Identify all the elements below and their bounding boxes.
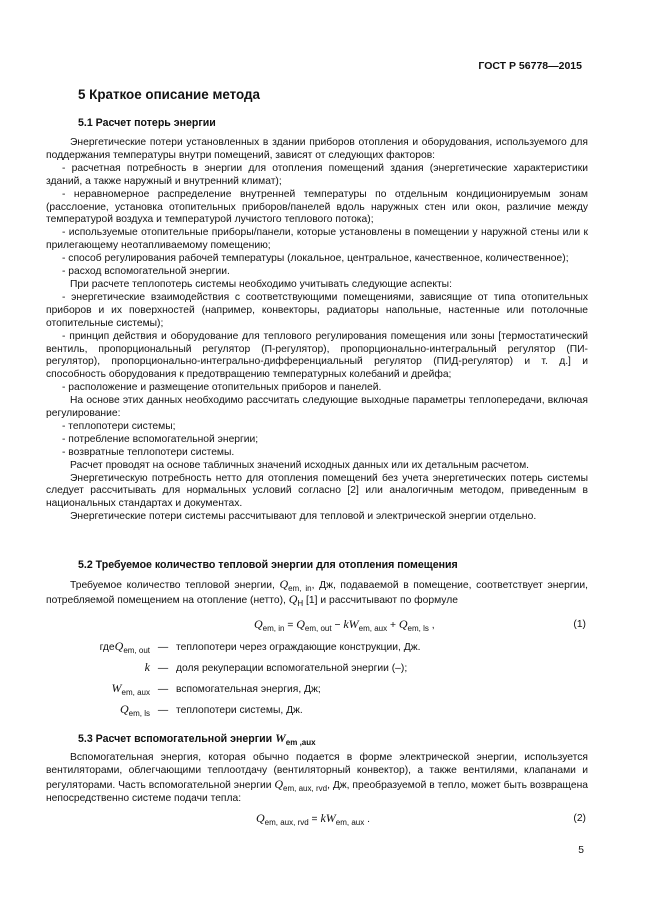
list-item: - расход вспомогательной энергии. — [62, 266, 230, 278]
equation-1-number: (1) — [573, 619, 586, 630]
subsection-5-1-title: 5.1 Расчет потерь энергии — [78, 117, 216, 129]
paragraph: Энергетические потери установленных в здании приборов отопления и оборудования, используемого для поддержания температуры внутри помещений, зависят от следующих факторов: — [46, 137, 588, 161]
equation-2-number: (2) — [573, 813, 586, 824]
equation-1: $Q_{em, in} = Q_{em, out} - kW_{em, aux} + Q_{em, ls}$ , — [254, 617, 435, 633]
section-5-title: 5 Краткое описание метода — [78, 87, 260, 102]
section-5-3-body — [46, 752, 588, 806]
where-row: гдеQ$_{em, out}$ — теплопотери через ограждающие конструкции, Дж. — [99, 639, 421, 655]
paragraph: Расчет проводят на основе табличных значений исходных данных или их детальным расчетом. — [70, 459, 530, 471]
list-item: - неравномерное распределение внутренней температуры по отдельным кондиционируемым зонам (расслоение, установка отопительных приборов/панелей вдоль наружных стен или окон, различие между температурой воздуха и температурой лучистого теплового потока); — [46, 188, 588, 226]
subsection-5-2-title: 5.2 Требуемое количество тепловой энергии для отопления помещения — [78, 559, 458, 571]
where-list — [46, 640, 586, 724]
list-item: - энергетические взаимодействия с соответствующими помещениями, зависящие от типа отопительных приборов и их поверхностей (например, конвекторы, радиаторы напольные, настенные или потолочные отопительные системы); — [46, 291, 588, 329]
standard-header: ГОСТ Р 56778—2015 — [478, 60, 582, 72]
paragraph: Энергетическую потребность нетто для отопления помещений без учета энергетических потерь системы следует рассчитывать для нормальных условий согласно [2] или аналогичным методом, приведенным в национальных стандартах и документах. — [46, 472, 588, 510]
where-row: $Q_{em, ls}$ — теплопотери системы, Дж. — [119, 702, 303, 718]
page-number: 5 — [578, 845, 584, 856]
section-5-1-body — [46, 137, 588, 524]
paragraph: Энергетические потери системы рассчитывают для тепловой и электрической энергии отдельно. — [70, 511, 537, 523]
list-item: - способ регулирования рабочей температуры (локальное, центральное, качественное, количественное); — [62, 253, 569, 265]
list-item: - возвратные теплопотери системы. — [62, 446, 235, 458]
section-5-2-body — [46, 578, 588, 608]
where-row: $W_{em, aux}$ — вспомогательная энергия, Дж; — [111, 681, 321, 697]
list-item: - расчетная потребность в энергии для отопления помещений здания (энергетические характеристики зданий, а также наружный и внутренний климат); — [46, 162, 588, 187]
list-item: - принцип действия и оборудование для теплового регулирования помещения или зоны [термостатический вентиль, пропорциональный регулятор (П-регулятор), пропорционально-интегральный регулятор (ПИ-регулятор), пропорционально-интегрально-дифференциальный регулятор (ПИД-регулятор) и т. д.] и способность оборудования к предотвращению температурных колебаний и дрейфа; — [46, 330, 588, 381]
paragraph: Требуемое количество тепловой энергии, $Q_{em, in}$, Дж, подаваемой в помещение, соответствует энергии, потребляемой помещением на отопление (нетто), $Q_H$ [1] и рассчитывают по формуле — [46, 577, 588, 608]
paragraph: На основе этих данных необходимо рассчитать следующие выходные параметры теплопередачи, включая регулирование: — [46, 395, 588, 420]
paragraph: При расчете теплопотерь системы необходимо учитывать следующие аспекты: — [70, 278, 452, 290]
paragraph: Вспомогательная энергия, которая обычно подается в форме электрической энергии, используется вентиляторами, облегчающими теплоотдачу (вентиляторный конвектор), а также вентилями, клапанами и регуляторами. Часть вспомогательной энергии $Q_{em, aux, rvd}$, Дж, преобразуемой в тепло, может быть возвращена непосредственно системе подачи тепла: — [46, 752, 588, 804]
list-item: - расположение и размещение отопительных приборов и панелей. — [62, 382, 382, 394]
equation-2: $Q_{em, aux, rvd} = kW_{em, aux}$ . — [256, 811, 370, 827]
list-item: - используемые отопительные приборы/панели, которые установлены в помещении у наружной стены или к прилегающему неотапливаемому помещению; — [46, 227, 588, 252]
list-item: - потребление вспомогательной энергии; — [62, 433, 259, 445]
where-row: k — доля рекуперации вспомогательной энергии (–); — [144, 660, 408, 674]
subsection-5-3-title: 5.3 Расчет вспомогательной энергии $W_{em ,aux}$ — [78, 731, 316, 747]
list-item: - теплопотери системы; — [62, 420, 176, 432]
